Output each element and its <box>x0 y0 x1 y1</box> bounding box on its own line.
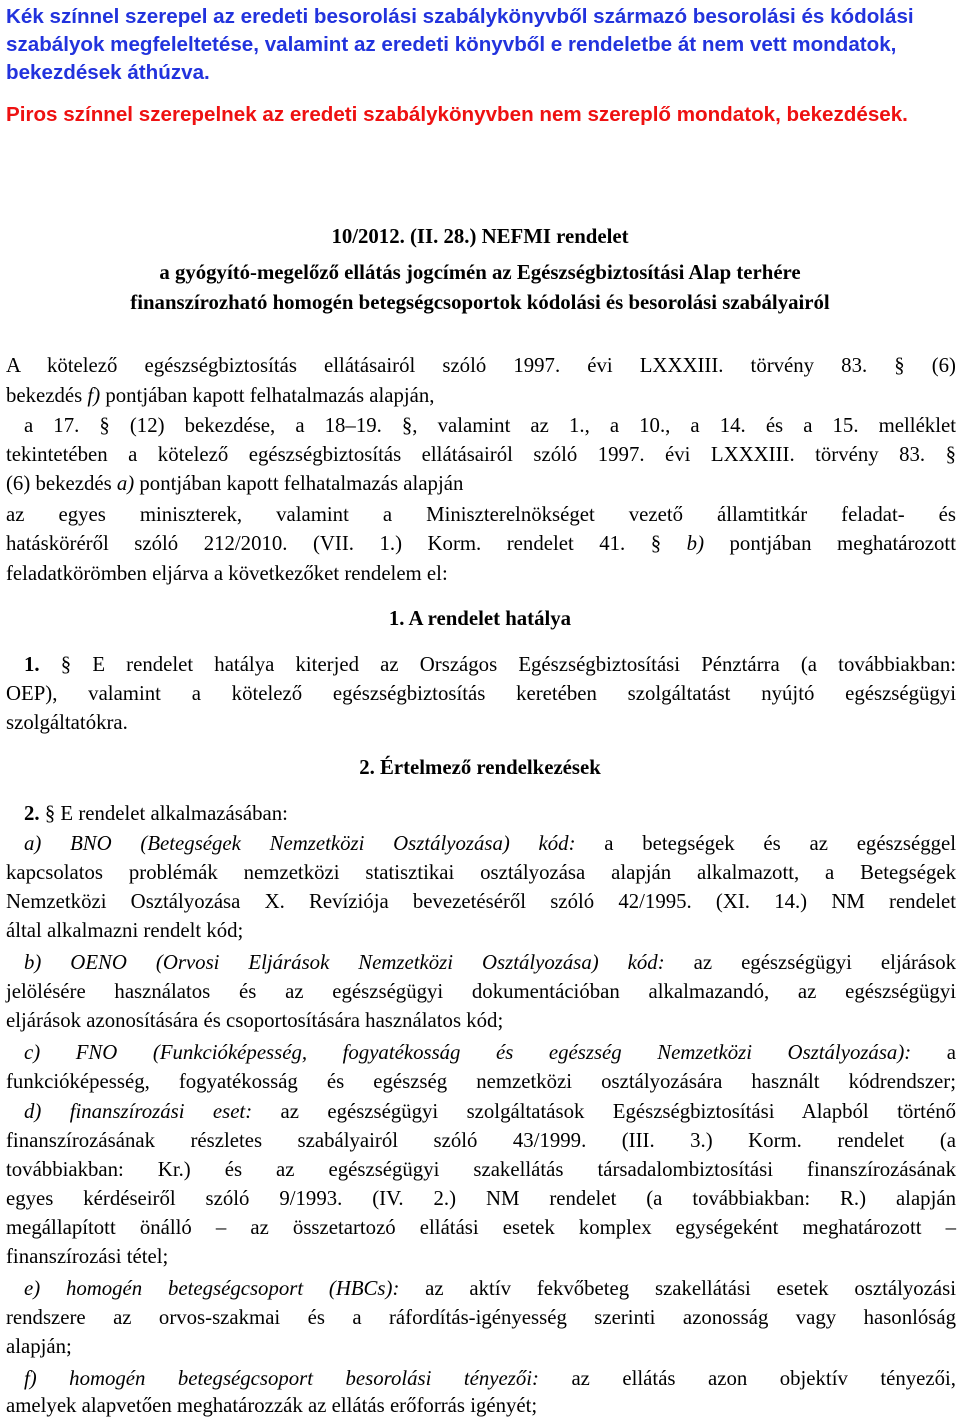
blue-color-note: Kék színnel szerepel az eredeti besorolási szabálykönyvből származó besorolási és kódolási szabályok megfeleltetése, valamint az eredeti könyvből e rendeletbe át nem vett mondatok, bekezdések áthúzva. <box>6 5 914 84</box>
preamble-line: a 17. § (12) bekezdése, a 18–19. §, valamint az 1., a 10., a 14. és a 15. melléklet <box>24 414 956 437</box>
definition-line: amelyek alapvetően meghatározzák az ellátás erőforrás igényét; <box>6 1394 538 1417</box>
definition-line: továbbiakban: Kr.) és az egészségügyi szakellátás társadalombiztosítási finanszírozásának <box>6 1158 956 1181</box>
preamble-line: az egyes miniszterek, valamint a Miniszterelnökséget vezető államtitkár feladat- és <box>6 503 956 526</box>
definition-line: által alkalmazni rendelt kód; <box>6 919 244 942</box>
preamble-line: bekezdés f) pontjában kapott felhatalmazás alapján, <box>6 384 435 407</box>
decree-title-line-1: a gyógyító-megelőző ellátás jogcímén az Egészségbiztosítási Alap terhére <box>159 261 801 284</box>
definition-line: megállapított önálló – az összetartozó ellátási esetek komplex egységeként meghatározott – <box>6 1216 956 1239</box>
paragraph-line: szolgáltatókra. <box>6 711 128 734</box>
paragraph-line: OEP), valamint a kötelező egészségbiztosítás keretében szolgáltatást nyújtó egészségügyi <box>6 682 956 705</box>
definition-line: kapcsolatos problémák nemzetközi statisztikai osztályozása alapján alkalmazott, a Betegségek <box>6 861 956 884</box>
definition-e: e) homogén betegségcsoport (HBCs): az aktív fekvőbeteg szakellátási esetek osztályozási <box>24 1277 956 1300</box>
definition-line: egyes kérdéseiről szóló 9/1993. (IV. 2.) NM rendelet (a továbbiakban: R.) alapján <box>6 1187 956 1210</box>
paragraph-line: 2. § E rendelet alkalmazásában: <box>24 802 288 825</box>
definition-c: c) FNO (Funkcióképesség, fogyatékosság és egészség Nemzetközi Osztályozása): a <box>24 1041 956 1064</box>
preamble-line: feladatkörömben eljárva a következőket rendelem el: <box>6 562 448 585</box>
definition-d: d) finanszírozási eset: az egészségügyi szolgáltatások Egészségbiztosítási Alapból történő <box>24 1100 956 1123</box>
paragraph-line: 1. § E rendelet hatálya kiterjed az Országos Egészségbiztosítási Pénztárra (a továbbiakban: <box>24 653 956 676</box>
preamble-line: hatásköréről szóló 212/2010. (VII. 1.) Korm. rendelet 41. § b) pontjában meghatározott <box>6 532 956 555</box>
definition-line: finanszírozási tétel; <box>6 1245 169 1268</box>
section-2-heading: 2. Értelmező rendelkezések <box>359 756 601 779</box>
definition-line: jelölésére használatos és az egészségügyi dokumentációban alkalmazandó, az egészségügyi <box>6 980 956 1003</box>
definition-f: f) homogén betegségcsoport besorolási tényezői: az ellátás azon objektív tényezői, <box>24 1367 957 1390</box>
definition-a: a) BNO (Betegségek Nemzetközi Osztályozása) kód: a betegségek és az egészséggel <box>24 832 957 855</box>
preamble-line: (6) bekezdés a) pontjában kapott felhatalmazás alapján <box>6 472 464 495</box>
definition-line: Nemzetközi Osztályozása X. Revíziója bevezetéséről szóló 42/1995. (XI. 14.) NM rendelet <box>6 890 956 913</box>
red-color-note: Piros színnel szerepelnek az eredeti szabálykönyvben nem szereplő mondatok, bekezdések. <box>6 103 908 126</box>
preamble-line: tekintetében a kötelező egészségbiztosítás ellátásairól szóló 1997. évi LXXXIII. törvény 83. § <box>6 443 956 466</box>
definition-line: alapján; <box>6 1335 72 1358</box>
decree-number: 10/2012. (II. 28.) NEFMI rendelet <box>331 225 629 248</box>
section-1-heading: 1. A rendelet hatálya <box>388 607 572 630</box>
definition-b: b) OENO (Orvosi Eljárások Nemzetközi Osztályozása) kód: az egészségügyi eljárások <box>24 951 956 974</box>
definition-line: finanszírozásának részletes szabályairól szóló 43/1999. (III. 3.) Korm. rendelet (a <box>6 1129 956 1152</box>
definition-line: funkcióképesség, fogyatékosság és egészség nemzetközi osztályozására használt kódrendszer; <box>6 1070 956 1093</box>
decree-title-line-2: finanszírozható homogén betegségcsoportok kódolási és besorolási szabályairól <box>130 291 830 314</box>
definition-line: eljárások azonosítására és csoportosítására használatos kód; <box>6 1009 504 1032</box>
preamble-line: A kötelező egészségbiztosítás ellátásairól szóló 1997. évi LXXXIII. törvény 83. § (6) <box>6 354 956 377</box>
definition-line: rendszere az orvos-szakmai és a ráfordítás-igényesség szerinti azonosság vagy hasonlóság <box>6 1306 956 1329</box>
